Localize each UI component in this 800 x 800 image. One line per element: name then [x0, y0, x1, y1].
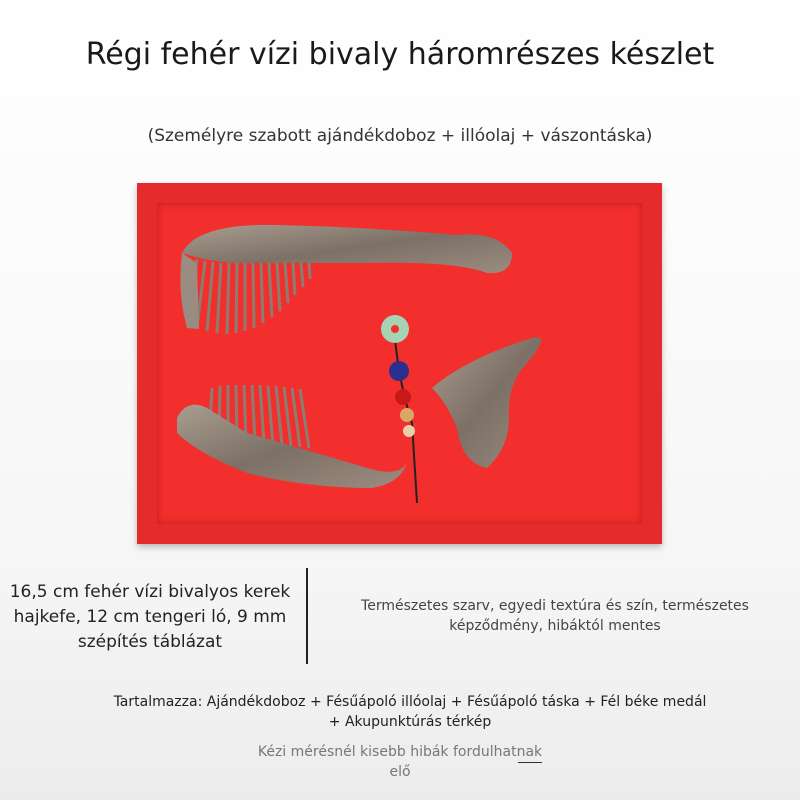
vertical-divider [306, 568, 308, 664]
size-description: 16,5 cm fehér vízi bivalyos kerek hajkefe, 12 cm tengeri ló, 9 mm szépítés táblázat [9, 582, 291, 652]
page-title: Régi fehér vízi bivaly háromrészes készlet [85, 37, 715, 72]
decorative-dash [518, 762, 542, 763]
comb-set-illustration [137, 183, 662, 544]
measurement-note: Kézi mérésnél kisebb hibák fordulhatnak elő [257, 744, 543, 780]
peacock-comb [177, 385, 407, 488]
package-contents: Tartalmazza: Ajándékdoboz + Fésűápoló illóolaj + Fésűápoló táska + Fél béke medál + Akupunktúrás térkép [113, 694, 707, 730]
material-description: Természetes szarv, egyedi textúra és szín, természetes képződmény, hibáktól mentes [361, 598, 749, 634]
page-subtitle: (Személyre szabott ajándékdoboz + illóolaj + vászontáska) [147, 126, 653, 146]
gua-sha-board [432, 337, 541, 468]
gift-box-image [137, 183, 662, 544]
round-comb [180, 225, 512, 334]
